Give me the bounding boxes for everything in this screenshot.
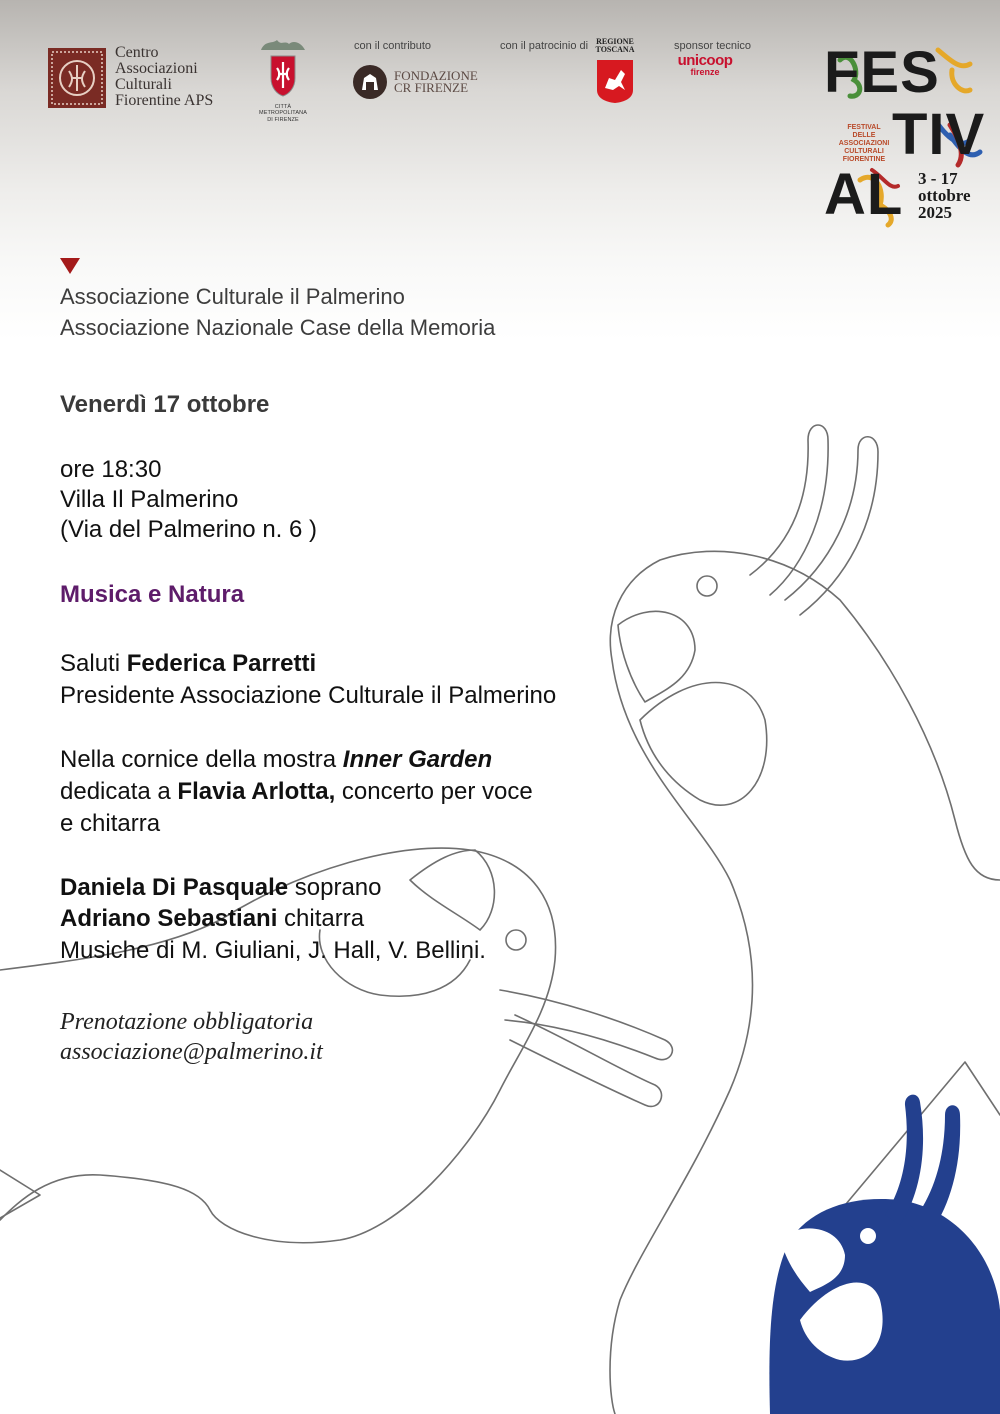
cac-line4: Fiorentine APS	[115, 92, 214, 109]
fondazione-cr-firenze-logo	[352, 64, 478, 100]
music-program: Musiche di M. Giuliani, J. Hall, V. Bellini.	[60, 937, 486, 964]
fondazione-line1: FONDAZIONE	[394, 68, 478, 83]
small-bird-eye	[506, 930, 526, 950]
big-bird-beak	[618, 611, 695, 702]
cac-line3: Culturali	[115, 76, 172, 93]
greeting-role: Presidente Associazione Culturale il Palmerino	[60, 682, 557, 709]
metro-firenze-logo	[252, 38, 314, 123]
performer-2-role: chitarra	[277, 905, 365, 932]
cac-line1: Centro	[115, 44, 159, 61]
cac-emblem-icon	[47, 47, 107, 109]
big-bird-eye	[697, 576, 717, 596]
festival-row2: TIV	[892, 102, 986, 167]
festival-row3: AL	[824, 162, 904, 227]
description-line-1	[60, 746, 492, 774]
festival-date-range: 3 - 17	[918, 169, 958, 188]
organizer-1: Associazione Culturale il Palmerino	[60, 284, 405, 309]
performer-1-role: soprano	[288, 874, 382, 901]
performer-2-name: Adriano Sebastiani	[60, 905, 278, 932]
booking-email-link[interactable]: associazione@palmerino.it	[60, 1039, 323, 1065]
organizer-2: Associazione Nazionale Case della Memoria	[60, 315, 496, 340]
sponsor-label: sponsor tecnico	[674, 40, 752, 52]
small-bird-tail-1	[500, 990, 672, 1060]
event-date: Venerdì 17 ottobre	[60, 391, 270, 418]
description-line-3: e chitarra	[60, 810, 161, 837]
event-time: ore 18:30	[60, 456, 162, 483]
small-bird-beak	[410, 850, 494, 930]
exhibition-name: Inner Garden	[342, 746, 493, 773]
metro-caption-2: DI FIRENZE	[267, 117, 299, 123]
metro-crest-icon	[255, 38, 311, 98]
greeting-line	[60, 650, 316, 678]
festival-row1: FES	[824, 40, 940, 105]
unicoop-firenze-logo	[676, 54, 734, 77]
performer-1-name: Daniela Di Pasquale	[60, 874, 289, 901]
cac-line2: Associazioni	[115, 60, 198, 77]
festival-sub-4: CULTURALI	[844, 148, 884, 155]
left-fin-shape	[0, 1170, 40, 1218]
toscana-line1: REGIONE	[596, 37, 634, 46]
big-bird-wing	[640, 683, 767, 806]
unicoop-city: firenze	[690, 67, 720, 77]
description-concert: concerto per voce	[335, 778, 533, 805]
unicoop-name: unicoop	[677, 52, 733, 69]
regione-toscana-logo	[592, 38, 638, 109]
fondazione-emblem-icon	[352, 64, 388, 100]
festival-date-month: ottobre	[918, 186, 971, 205]
festival-date-year: 2025	[918, 203, 952, 222]
description-prefix: Nella cornice della mostra	[60, 746, 343, 773]
blue-bird-eye	[860, 1228, 876, 1244]
festival-sub-2: DELLE	[852, 132, 876, 139]
patrocinio-label: con il patrocinio di	[500, 40, 589, 52]
event-venue: Villa Il Palmerino	[60, 486, 239, 513]
cac-logo	[47, 44, 214, 109]
performer-1	[60, 874, 382, 902]
red-triangle-marker-icon	[60, 258, 80, 274]
description-dedicated: dedicata a	[60, 778, 178, 805]
greeting-prefix: Saluti	[60, 650, 127, 677]
performer-2	[60, 905, 364, 933]
festival-sub-1: FESTIVAL	[847, 124, 881, 131]
festival-subtitle	[832, 124, 896, 164]
toscana-line2: TOSCANA	[595, 45, 635, 54]
artist-name: Flavia Arlotta,	[177, 778, 336, 805]
fondazione-line2: CR FIRENZE	[394, 80, 469, 95]
event-address: (Via del Palmerino n. 6 )	[60, 516, 318, 543]
pegasus-shield-icon	[595, 58, 635, 104]
big-bird-crest-2	[785, 437, 878, 615]
festival-logo	[820, 40, 992, 230]
metro-caption-1: CITTÀ METROPOLITANA	[259, 104, 307, 116]
greeting-name: Federica Parretti	[126, 650, 317, 677]
description-line-2	[60, 778, 533, 806]
festival-dates	[918, 170, 971, 221]
contributo-label: con il contributo	[354, 40, 432, 52]
festival-sub-3: ASSOCIAZIONI	[838, 140, 890, 147]
booking-note: Prenotazione obbligatoria	[60, 1009, 314, 1035]
event-title: Musica e Natura	[60, 581, 245, 608]
festival-sub-5: FIORENTINE	[842, 156, 886, 163]
